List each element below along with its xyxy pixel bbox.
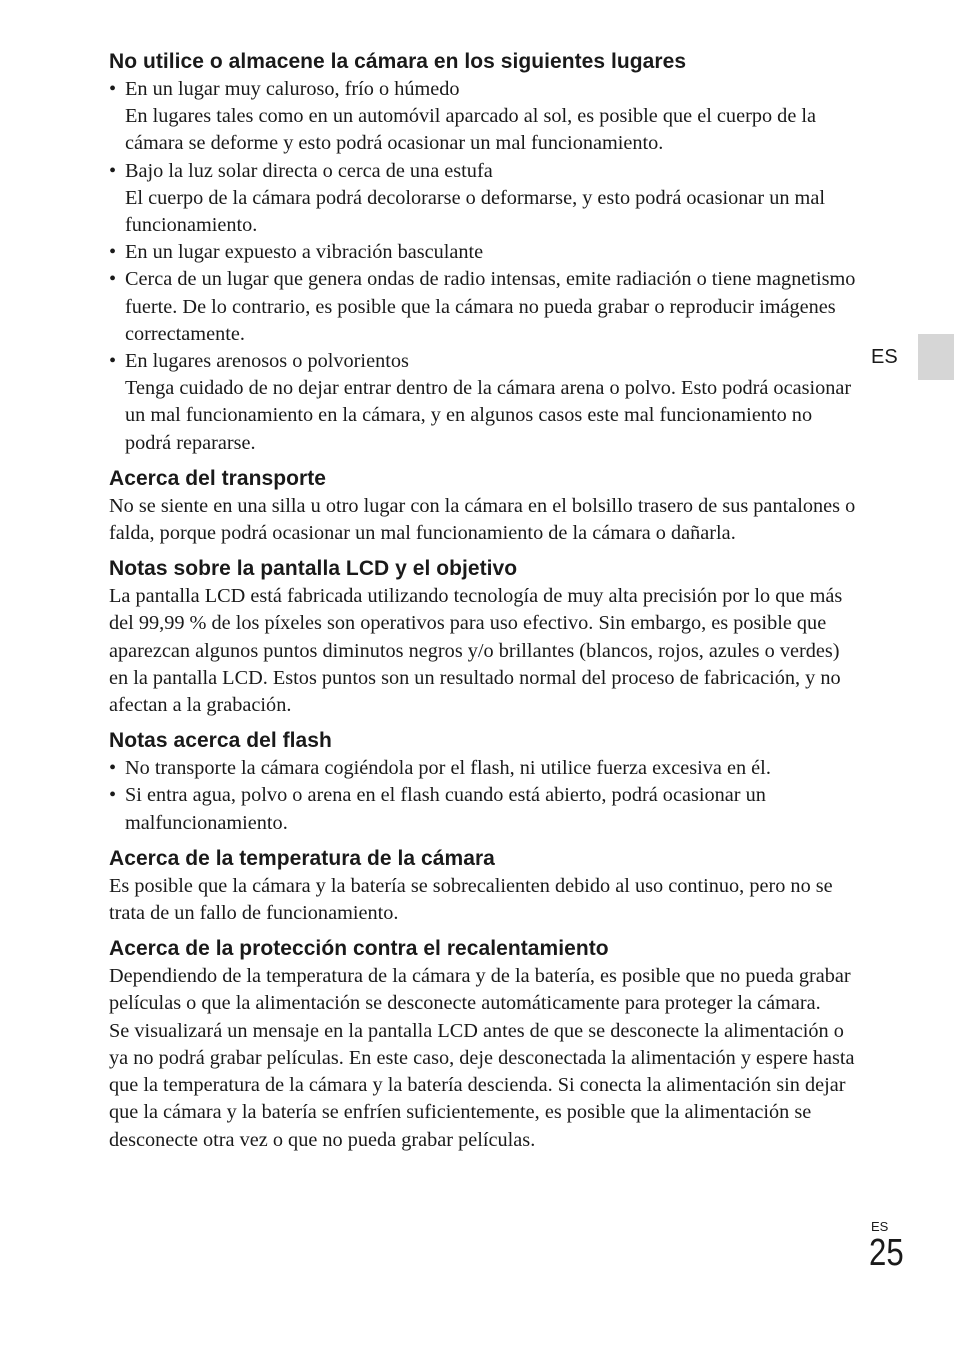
list-item	[109, 755, 861, 782]
list-item-title: • No transporte la cámara cogiéndola por el flash, ni utilice fuerza excesiva en él.	[125, 757, 771, 780]
section-paragraph: La pantalla LCD está fabricada utilizando tecnología de muy alta precisión por lo que más del 99,99 % de los píxeles son operativos para uso efectivo. Sin embargo, es posible que aparezcan algunos puntos diminutos negros y/o brillantes (blancos, rojos, azules o verdes) en la pantalla LCD. Estos puntos son un resultado normal del proceso de fabricación, y no afectan a la grabación.	[109, 585, 843, 717]
list-item	[109, 266, 861, 348]
list-item	[109, 239, 861, 266]
list-item-detail: El cuerpo de la cámara podrá decolorarse o deformarse, y esto podrá ocasionar un mal funcionamiento.	[125, 186, 825, 237]
list-item	[109, 158, 861, 240]
list-item-title: • Bajo la luz solar directa o cerca de una estufa	[125, 159, 493, 182]
list-item-detail: Tenga cuidado de no dejar entrar dentro de la cámara arena o polvo. Esto podrá ocasionar un mal funcionamiento en la cámara, y en algunos casos este mal funcionamiento no podrá repararse.	[125, 377, 852, 454]
list-item-title: • En un lugar expuesto a vibración basculante	[125, 241, 484, 264]
page-number: 25	[869, 1232, 904, 1274]
section-heading: Notas acerca del flash	[109, 729, 332, 753]
page-content	[109, 48, 861, 1154]
list-item-title: • En un lugar muy caluroso, frío o húmedo	[125, 78, 460, 100]
footer-language: ES	[871, 1219, 889, 1234]
language-tab-label: ES	[871, 346, 898, 368]
section-paragraph: Se visualizará un mensaje en la pantalla LCD antes de que se desconecte la alimentación o ya no podrá grabar películas. En este caso, deje desconectada la alimentación y espere hasta que la temperatura de la cámara y la batería descienda. Si conecta la alimentación sin dejar que la cámara y la batería se enfríen suficientemente, es posible que la alimentación se desconecte otra vez o que no pueda grabar películas.	[109, 1019, 855, 1151]
list-item-title: • Si entra agua, polvo o arena en el flash cuando está abierto, podrá ocasionar un malfuncionamiento.	[125, 784, 766, 834]
list-item-title: • Cerca de un lugar que genera ondas de radio intensas, emite radiación o tiene magnetismo fuerte. De lo contrario, es posible que la cámara no pueda grabar o reproducir imágenes correctamente.	[125, 268, 856, 345]
list-item	[109, 348, 861, 457]
list-item	[109, 782, 861, 836]
list-item	[109, 76, 861, 158]
section-heading: Acerca de la protección contra el recalentamiento	[109, 937, 609, 961]
list-item-title: • En lugares arenosos o polvorientos	[125, 350, 409, 373]
section-heading: No utilice o almacene la cámara en los siguientes lugares	[109, 50, 687, 73]
language-tab	[918, 334, 954, 380]
section-heading: Notas sobre la pantalla LCD y el objetivo	[109, 557, 518, 581]
section-heading: Acerca del transporte	[109, 466, 326, 490]
bullet-list	[109, 755, 861, 837]
section-paragraph: No se siente en una silla u otro lugar con la cámara en el bolsillo trasero de sus pantalones o falda, porque podrá ocasionar un mal funcionamiento de la cámara o dañarla.	[109, 494, 856, 545]
section-heading: Acerca de la temperatura de la cámara	[109, 846, 495, 870]
section-paragraph: Es posible que la cámara y la batería se sobrecalienten debido al uso continuo, pero no se trata de un fallo de funcionamiento.	[109, 874, 833, 925]
list-item-detail: En lugares tales como en un automóvil aparcado al sol, es posible que el cuerpo de la cámara se deforme y esto podrá ocasionar un mal funcionamiento.	[125, 105, 817, 155]
bullet-list	[109, 76, 861, 457]
section-paragraph: Dependiendo de la temperatura de la cámara y de la batería, es posible que no pueda grabar películas o que la alimentación se desconecte automáticamente para proteger la cámara.	[109, 965, 851, 1015]
